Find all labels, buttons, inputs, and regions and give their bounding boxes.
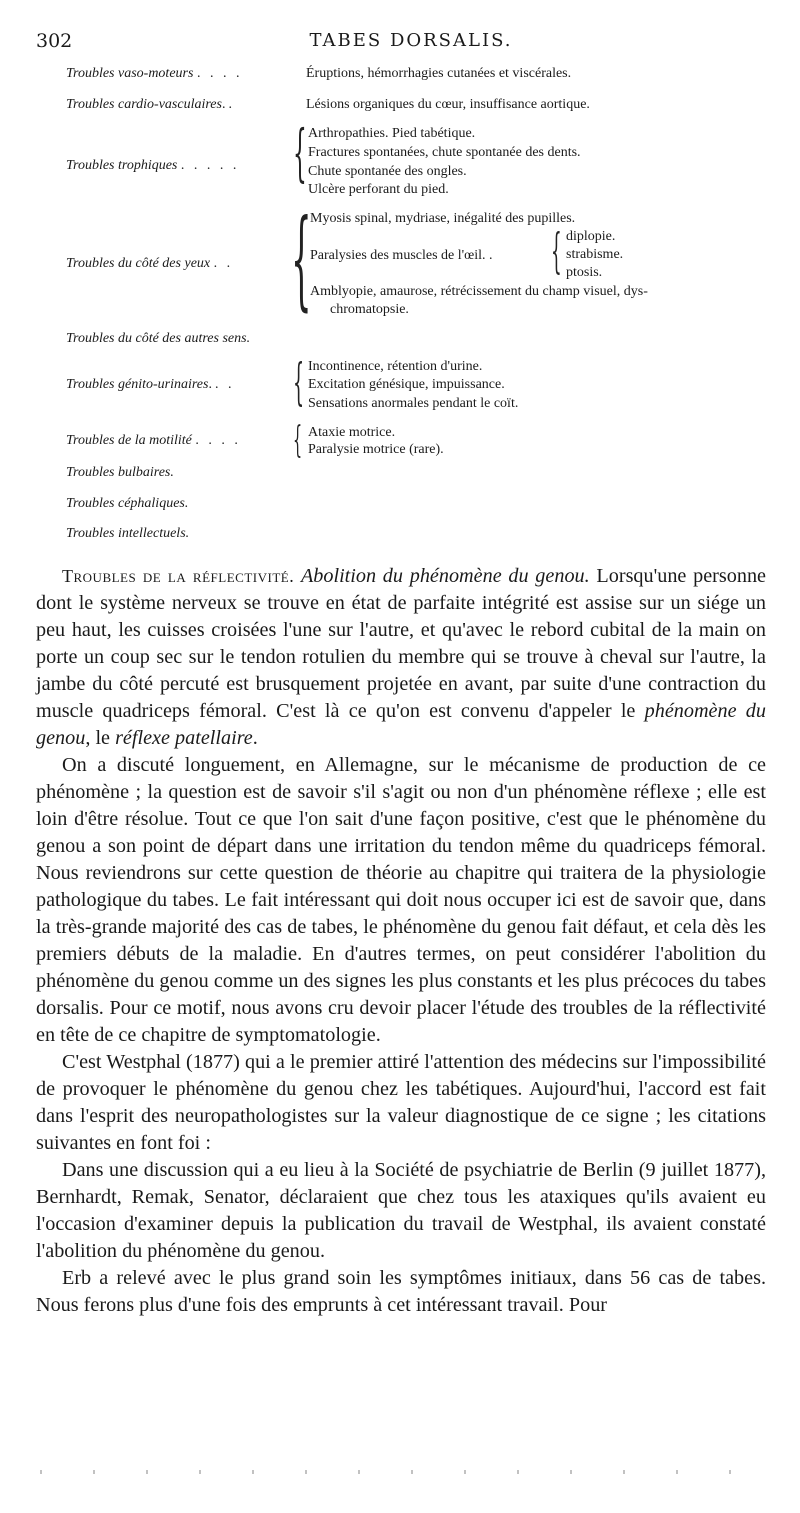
paragraph: Erb a relevé avec le plus grand soin les symptômes initiaux, dans 56 cas de tabes. Nous ferons plus d'une fois des emprunts à cet intéressant travail. Pour <box>36 1267 766 1316</box>
table-row-item: Excitation génésique, impuissance. <box>308 377 505 392</box>
table-row-item: Arthropathies. Pied tabétique. <box>308 126 476 141</box>
brace-glyph: { <box>293 420 303 461</box>
table-row-subitem: diplopie. <box>566 229 616 244</box>
table-row-item: Paralysies des muscles de l'œil. . <box>310 248 493 263</box>
table-row-label: Troubles génito-urinaires.. . <box>66 377 235 392</box>
table-row-item: Ulcère perforant du pied. <box>308 182 449 197</box>
paragraph: Troubles de la réflectivité. Abolition du phénomène du genou. Lorsqu'une personne dont le système nerveux se trouve en état de parfaite intégrité est assise sur un siége un peu haut, les cuisses croisées l'une sur l'autre, et qu'avec le rebord cubital de la main on porte un coup sec sur le tendon rotulien du membre qui se trouve à cheval sur l'autre, la jambe du côté percuté est brusquement projetée en avant, par suite d'une contraction du muscle quadriceps fémoral. C'est là ce qu'on est convenu d'appeler le phénomène du genou, le réflexe patellaire. <box>36 565 766 749</box>
table-row-item: Ataxie motrice. <box>308 425 396 440</box>
table-row-label: Troubles cardio-vasculaires.. <box>66 97 235 112</box>
running-title: TABES DORSALIS. <box>309 30 513 51</box>
italic-term: réflexe patellaire <box>115 727 253 749</box>
table-row-label: Troubles céphaliques. <box>66 496 189 511</box>
table-row-label: Troubles vaso-moteurs . . . . <box>66 66 243 81</box>
table-row-label: Troubles du côté des autres sens. <box>66 331 251 346</box>
page-header <box>36 30 766 56</box>
section-subheading: Abolition du phénomène du genou. <box>300 565 590 587</box>
table-row-label: Troubles trophiques . . . . . <box>66 158 240 173</box>
brace-glyph: { <box>291 197 312 322</box>
table-row-item: Amblyopie, amaurose, rétrécissement du champ visuel, dys- <box>310 284 648 299</box>
scan-specks <box>40 1470 760 1474</box>
body-text <box>36 563 766 1319</box>
table-row-item: Chute spontanée des ongles. <box>308 164 467 179</box>
table-row-item: Myosis spinal, mydriase, inégalité des pupilles. <box>310 211 576 226</box>
table-row-subitem: ptosis. <box>566 265 603 280</box>
table-row-item: Paralysie motrice (rare). <box>308 442 444 457</box>
paragraph: On a discuté longuement, en Allemagne, sur le mécanisme de production de ce phénomène ; la question est de savoir s'il s'agit ou non d'un phénomène réflexe ; elle est loin d'être résolue. Tout ce que l'on sait d'une façon positive, c'est que le phénomène du genou a son point de départ dans une irritation du tendon même du quadriceps fémoral. Nous reviendrons sur cette question de théorie au chapitre qui traitera de la physiologie pathologique du tabes. Le fait intéressant qui doit nous occuper ici est de savoir que, dans la très-grande majorité des cas de tabes, le phénomène du genou fait défaut, et cela dès les premiers débuts de la maladie. En d'autres termes, on peut considérer l'abolition du phénomène du genou comme un des signes les plus constants et les plus précoces du tabes dorsalis. Pour ce motif, nous avons cru devoir placer l'étude des troubles de la réflectivité en tête de ce chapitre de symptomatologie. <box>36 754 766 1046</box>
italic-term: phénomène du genou <box>36 700 766 749</box>
paragraph: Dans une discussion qui a eu lieu à la Société de psychiatrie de Berlin (9 juillet 1877), Bernhardt, Remak, Senator, déclaraient que chez tous les ataxiques qu'ils avaient eu l'occasion d'examiner depuis la publication du travail de Westphal, ils avaient constaté l'abolition du phénomène du genou. <box>36 1159 766 1262</box>
table-row-label: Troubles du côté des yeux . . <box>66 256 234 271</box>
table-row-label: Troubles bulbaires. <box>66 465 174 480</box>
table-row-label: Troubles de la motilité . . . . <box>66 433 241 448</box>
table-row-item: Sensations anormales pendant le coït. <box>308 396 519 411</box>
table-row-item: Fractures spontanées, chute spontanée des dents. <box>308 145 581 160</box>
page-number: 302 <box>36 30 73 52</box>
table-row-item: chromatopsie. <box>330 302 409 317</box>
brace-glyph: { <box>293 116 307 189</box>
section-heading: Troubles de la réflectivité. <box>62 566 295 586</box>
table-row-item: Lésions organiques du cœur, insuffisance aortique. <box>306 97 590 112</box>
table-row-label: Troubles intellectuels. <box>66 526 190 541</box>
brace-glyph: { <box>551 223 562 279</box>
table-row-item: Éruptions, hémorrhagies cutanées et viscérales. <box>306 66 572 81</box>
table-row-item: Incontinence, rétention d'urine. <box>308 359 483 374</box>
brace-glyph: { <box>293 353 305 411</box>
paragraph: C'est Westphal (1877) qui a le premier attiré l'attention des médecins sur l'impossibilité de provoquer le phénomène du genou chez les tabétiques. Aujourd'hui, l'accord est fait dans l'esprit des neuropathologistes sur la valeur diagnostique de ce signe ; les citations suivantes en font foi : <box>36 1051 766 1154</box>
table-row-subitem: strabisme. <box>566 247 624 262</box>
